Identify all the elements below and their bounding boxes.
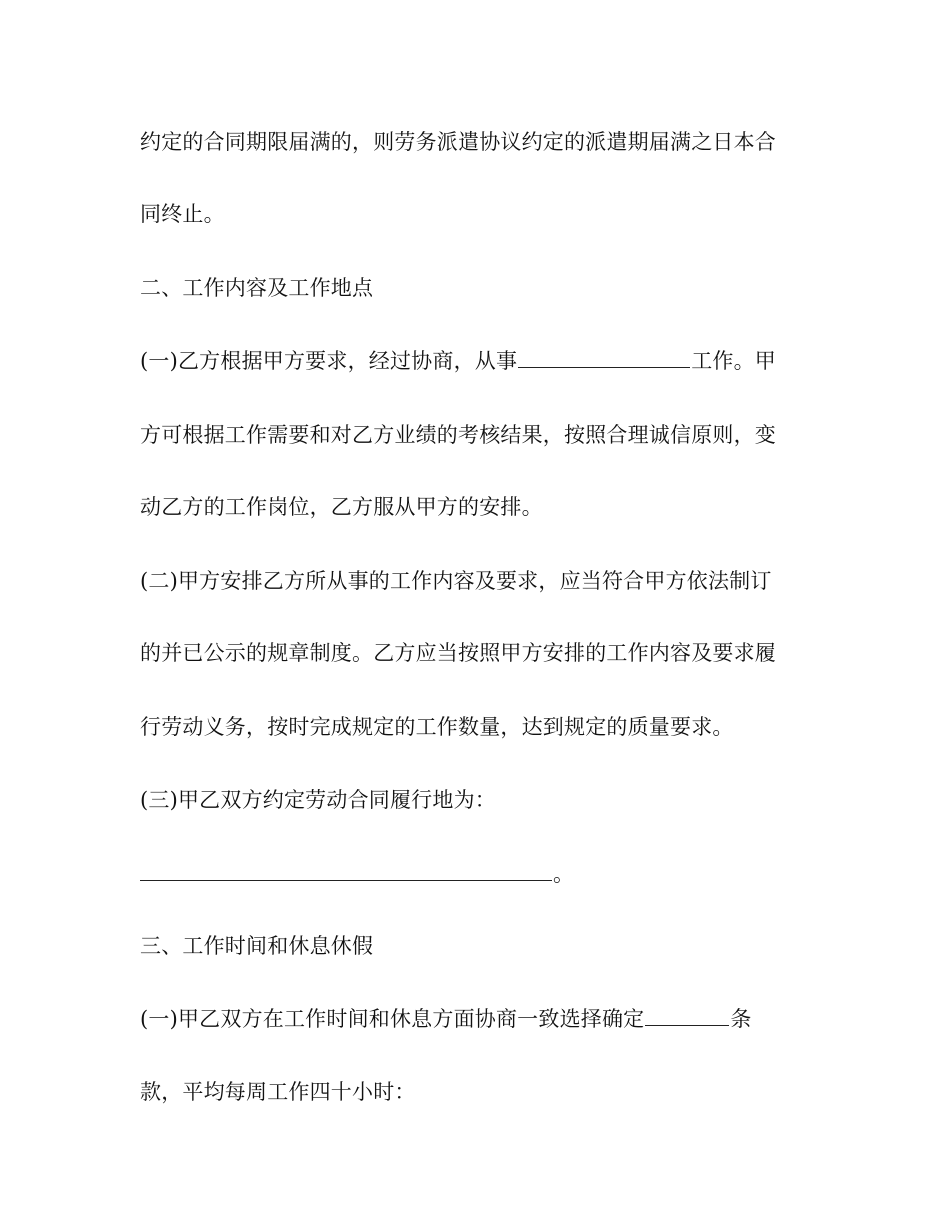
- text-line: 方可根据工作需要和对乙方业绩的考核结果，按照合理诚信原则，变: [140, 423, 776, 447]
- paragraph-line: [140, 785, 820, 815]
- text-line: 同终止。: [140, 202, 225, 226]
- paragraph-line: [140, 638, 820, 668]
- paragraph-line: [140, 1004, 820, 1034]
- paragraph-line: [140, 127, 820, 157]
- text-line: (二)甲方安排乙方所从事的工作内容及要求，应当符合甲方依法制订: [140, 569, 772, 593]
- paragraph-line: [140, 420, 820, 450]
- section-heading-text: 三、工作时间和休息休假: [140, 934, 374, 958]
- text-segment: 。: [553, 862, 575, 886]
- paragraph-line: [140, 859, 820, 889]
- text-line: 的并已公示的规章制度。乙方应当按照甲方安排的工作内容及要求履: [140, 641, 776, 665]
- section-heading: [140, 931, 820, 961]
- text-line: 行劳动义务，按时完成规定的工作数量，达到规定的质量要求。: [140, 715, 734, 739]
- paragraph-line: [140, 712, 820, 742]
- text-segment: 条: [730, 1007, 752, 1031]
- fill-in-blank: [518, 347, 690, 368]
- text-line: 动乙方的工作岗位，乙方服从甲方的安排。: [140, 495, 543, 519]
- text-segment: (一)乙方根据甲方要求，经过协商，从事: [140, 349, 518, 373]
- paragraph-line: [140, 199, 820, 229]
- text-line: 款，平均每周工作四十小时：: [140, 1080, 416, 1104]
- text-segment: 工作。甲: [691, 349, 776, 373]
- text-segment: (一)甲乙双方在工作时间和休息方面协商一致选择确定: [140, 1007, 645, 1031]
- text-line: 约定的合同期限届满的，则劳务派遣协议约定的派遣期届满之日本合: [140, 130, 776, 154]
- paragraph-line: [140, 566, 820, 596]
- paragraph-line: [140, 492, 820, 522]
- section-heading-text: 二、工作内容及工作地点: [140, 276, 374, 300]
- section-heading: [140, 273, 820, 303]
- paragraph-line: [140, 1077, 820, 1107]
- text-line: (三)甲乙双方约定劳动合同履行地为：: [140, 788, 496, 812]
- paragraph-line: [140, 346, 820, 376]
- fill-in-blank: [140, 860, 552, 881]
- fill-in-blank: [645, 1005, 729, 1026]
